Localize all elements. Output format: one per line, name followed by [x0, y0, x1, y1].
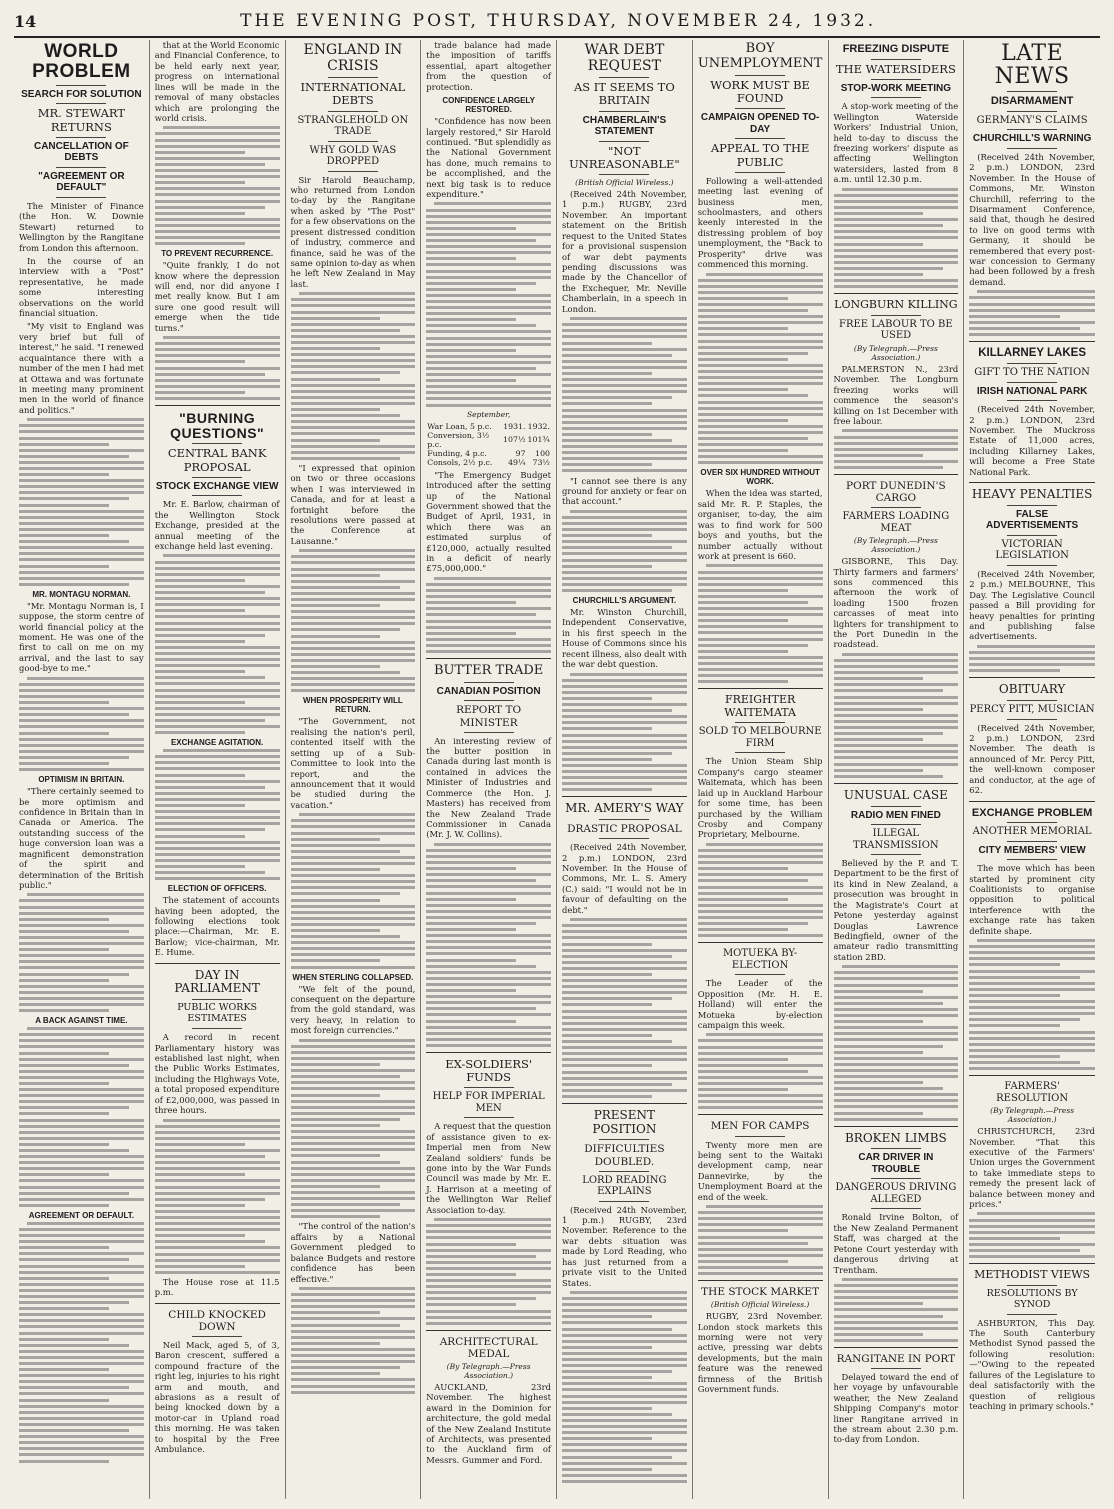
text-lines	[562, 1291, 687, 1483]
paragraph: A record in recent Parliamentary history was established last night, when the Public Works Estimates, including the Highways Vote, a total proposed expenditure of £2,000,000, was passed in three hours.	[154, 1032, 280, 1116]
subheadline: ANOTHER MEMORIAL	[972, 826, 1092, 838]
paragraph: The Minister of Finance (the Hon. W. Downie Stewart) returned to Wellington by the Rangitane from London this afternoon.	[19, 200, 144, 253]
table-row: Consols, 2½ p.c. 49¼ 73½	[427, 457, 550, 467]
text-lines	[426, 1218, 551, 1325]
column-6	[693, 40, 829, 1499]
text-lines	[291, 549, 416, 692]
paragraph: GISBORNE, This Day. Thirty farmers and farmers' sons commenced this afternoon the work of loading 1500 frozen carcasses of meat into lighters for transhipment to the Port Dunedin in the roadstead.	[833, 556, 959, 650]
section-heading: ELECTION OF OFFICERS.	[167, 884, 267, 894]
subheadline: CHURCHILL'S WARNING	[972, 133, 1092, 145]
headline: BROKEN LIMBS	[844, 1130, 947, 1145]
headline: "BURNING QUESTIONS"	[170, 410, 265, 441]
headline: ARCHITECTURAL MEDAL	[439, 1335, 538, 1360]
paragraph: "My visit to England was very brief but full of interest," he said. "I renewed acquaintance there with a number of the men I had met at Ottawa and was fortunate in meeting many prominent men in the world of finance and politics."	[19, 321, 144, 415]
credit-line: (By Telegraph.—Press Association.)	[990, 1106, 1075, 1125]
subheadline: "AGREEMENT OR DEFAULT"	[38, 170, 125, 194]
paragraph: "I expressed that opinion on two or three occasions when I was interviewed in Canada, and for at least a fortnight before the resolutions were passed at the Conference at Lausanne."	[290, 462, 416, 546]
paragraph: (Received 24th November, 2 p.m.) LONDON, 23rd November. In the House of Commons, Mr. Winston Churchill, referring to the Disarmament Conference, said that, though he desired to live on good terms with Germany, it should be remembered that every post-war concession to Germany had been followed by a fresh demand.	[969, 151, 1095, 287]
headline: BOY UNEMPLOYMENT	[697, 41, 823, 71]
article-present-position	[562, 1109, 687, 1483]
headline: METHODIST VIEWS	[974, 1268, 1091, 1282]
paragraph: A request that the question of assistance given to ex-Imperial men from New Zealand soldiers' funds be gone into by the War Funds Council was made by Mr. E. J. Harrison at a meeting of the Wellington War Relief Association to-day.	[426, 1121, 551, 1215]
headline: PRESENT POSITION	[592, 1107, 657, 1136]
text-lines	[291, 292, 416, 460]
subheadline: IRISH NATIONAL PARK	[976, 385, 1088, 397]
paragraph: "The Emergency Budget introduced after the setting up of the National Government showed that the Budget of April, 1931, in which there was an estimated surplus of £120,000, actually resulted in a deficit of nearly £75,000,000."	[426, 469, 551, 574]
paragraph: Mr. Winston Churchill, Independent Conservative, in his first speech in the House of Commons since his recent illness, also dealt with the war debt question.	[562, 607, 687, 670]
section-heading: WHEN PROSPERITY WILL RETURN.	[302, 696, 403, 715]
subheadline: WORK MUST BE FOUND	[710, 77, 810, 106]
paragraph: "Quite frankly, I do not know where the depression will end, nor did anyone I met really know. But I am sure one good result will emerge when the tide turns."	[154, 260, 280, 333]
subheadline: VICTORIAN LEGISLATION	[995, 538, 1069, 562]
paragraph: (Received 24th November, 2 p.m.) LONDON, 23rd November. In the House of Commons, Mr. L. S. Amery (C.) said: "I would not be in favour of defaulting on the debt."	[562, 842, 687, 915]
article-broken-limbs	[834, 1132, 959, 1342]
paragraph: (Received 24th November, 1 p.m.) RUGBY, 23rd November. Reference to the war debts situation was made by Lord Reading, who has just returned from a private visit to the United States.	[562, 1204, 687, 1288]
text-lines	[19, 677, 144, 771]
subheadline: STOP-WORK MEETING	[840, 82, 952, 94]
columns	[14, 40, 1100, 1499]
headline: MOTUEKA BY-ELECTION	[722, 948, 798, 971]
table-row: Funding, 4 p.c. 97 100	[427, 448, 550, 458]
masthead	[14, 6, 1100, 38]
subheadline: RADIO MEN FINED	[850, 809, 941, 821]
article-killarney-lakes	[969, 347, 1095, 477]
paragraph: The statement of accounts having been adopted, the following elections took place:—Chairman, Mr. E. Barlow; vice-chairman, Mr. E. Hume.	[154, 895, 280, 958]
section-heading: CHURCHILL'S ARGUMENT.	[572, 596, 677, 606]
article-rangitane-in-port	[834, 1353, 959, 1445]
section-heading: WHEN STERLING COLLAPSED.	[292, 972, 414, 982]
text-lines	[698, 1205, 823, 1275]
paragraph: "The control of the nation's affairs by a National Government pledged to balance Budgets and restore confidence has been effective."	[290, 1221, 416, 1284]
subheadline: FREE LABOUR TO BE USED	[839, 318, 953, 342]
section-heading: OVER SIX HUNDRED WITHOUT WORK.	[700, 468, 820, 487]
article-burning-questions	[155, 411, 280, 958]
subheadline: CHAMBERLAIN'S STATEMENT	[582, 114, 667, 138]
article-freezing-dispute	[834, 43, 959, 288]
article-methodist-views	[969, 1269, 1095, 1411]
text-lines	[155, 1119, 280, 1274]
subheadline: THE WATERSIDERS	[835, 61, 956, 76]
article-late-news	[969, 42, 1095, 336]
paragraph: Believed by the P. and T. Department to be the first of its kind in New Zealand, a prosecution was brought in the Magistrate's Court at Petone yesterday against Douglas Lawrence Bedingfield, owner of the amateur radio transmitting station 2BD.	[833, 858, 959, 962]
column-5	[557, 40, 693, 1499]
section-heading: AGREEMENT OR DEFAULT.	[28, 1210, 134, 1220]
column-8	[964, 40, 1100, 1499]
subheadline: GIFT TO THE NATION	[974, 367, 1090, 379]
subheadline: LORD READING EXPLAINS	[582, 1174, 667, 1198]
text-lines	[562, 510, 687, 592]
paragraph: Mr. E. Barlow, chairman of the Wellington Stock Exchange, presided at the annual meeting of the exchange held last evening.	[154, 499, 280, 552]
section-heading: CONFIDENCE LARGELY RESTORED.	[442, 96, 535, 115]
subheadline: DIFFICULTIES DOUBLED.	[584, 1143, 665, 1168]
paragraph: AUCKLAND, 23rd November. The highest award in the Dominion for architecture, the gold medal of the New Zealand Institute of Architects, was presented to the Auckland firm of Messrs. Gummer and Ford.	[426, 1381, 551, 1465]
text-lines	[426, 202, 551, 406]
subheadline: REPORT TO MINISTER	[456, 704, 522, 729]
paragraph: "The Government, not realising the nation's peril, contented itself with the setting up of a Sub-Committee to look into the report, and the announcement that it would be studied during the vacation."	[290, 716, 416, 810]
headline: WAR DEBT REQUEST	[584, 42, 665, 75]
subheadline: DANGEROUS DRIVING ALLEGED	[835, 1182, 957, 1205]
article-longburn-killing	[834, 299, 959, 469]
paragraph: Ronald Irvine Bolton, of the New Zealand Permanent Staff, was charged at the Petone Court yesterday with dangerous driving at Trentham.	[833, 1212, 959, 1275]
headline: OBITUARY	[998, 682, 1066, 697]
subheadline: FARMERS LOADING MEAT	[842, 511, 950, 534]
headline: PORT DUNEDIN'S CARGO	[846, 479, 946, 505]
text-lines	[155, 126, 280, 245]
column-4	[421, 40, 557, 1499]
subheadline: HELP FOR IMPERIAL MEN	[432, 1091, 545, 1114]
subheadline: WHY GOLD WAS DROPPED	[309, 144, 397, 168]
subheadline: "NOT UNREASONABLE"	[569, 143, 680, 171]
article-amery	[562, 802, 687, 1098]
article-ex-soldiers-funds	[426, 1058, 551, 1325]
text-lines	[155, 336, 280, 400]
section-heading: OPTIMISM IN BRITAIN.	[38, 775, 125, 785]
headline: FREEZING DISPUTE	[842, 43, 950, 55]
article-england-in-crisis	[291, 42, 416, 1394]
article-boy-unemployment	[698, 42, 823, 683]
headline: KILLARNEY LAKES	[978, 346, 1087, 359]
subheadline: APPEAL TO THE PUBLIC	[710, 141, 810, 169]
paragraph: Twenty more men are being sent to the Waitaki development camp, near Dannevirke, by the Unemployment Board at the end of the week.	[697, 1139, 823, 1202]
stock-table	[426, 422, 551, 467]
text-lines	[562, 317, 687, 472]
text-lines	[19, 1222, 144, 1463]
headline: THE STOCK MARKET	[701, 1286, 820, 1299]
credit-line: (British Official Wireless.)	[575, 178, 674, 188]
subheadline: FALSE ADVERTISEMENTS	[986, 508, 1079, 532]
subheadline: CANCELLATION OF DEBTS	[33, 140, 129, 164]
column-1	[14, 40, 150, 1499]
article-architectural-medal	[426, 1336, 551, 1466]
headline: BUTTER TRADE	[433, 663, 544, 679]
headline: CHILD KNOCKED DOWN	[168, 1308, 266, 1333]
subheadline: CAR DRIVER IN TROUBLE	[858, 1152, 934, 1175]
paragraph: PALMERSTON N., 23rd November. The Longburn freezing works will commence the season's killing on 1st December with free labour.	[833, 363, 959, 426]
subheadline: CAMPAIGN OPENED TO-DAY	[700, 112, 820, 135]
subheadline: DISARMAMENT	[990, 95, 1074, 108]
article-freighter-waitemata	[698, 694, 823, 937]
credit-line: (By Telegraph.—Press Association.)	[853, 343, 938, 362]
subheadline: ILLEGAL TRANSMISSION	[853, 828, 939, 851]
subheadline: INTERNATIONAL DEBTS	[300, 80, 406, 108]
subheadline: AS IT SEEMS TO BRITAIN	[573, 80, 675, 108]
text-lines	[19, 893, 144, 1012]
paragraph: Delayed toward the end of her voyage by unfavourable weather, the New Zealand Shipping Company's motor liner Rangitane arrived in the stream about 2.30 p.m. to-day from London.	[833, 1371, 959, 1445]
article-heavy-penalties	[969, 488, 1095, 672]
article-england-cont	[426, 40, 551, 653]
text-lines	[834, 965, 959, 1120]
text-lines	[969, 645, 1095, 672]
section-heading: EXCHANGE AGITATION.	[170, 738, 264, 748]
subheadline: SOLD TO MELBOURNE FIRM	[698, 726, 822, 749]
text-lines	[698, 1033, 823, 1109]
paragraph: In the course of an interview with a "Post" representative, he made some interesting observations on the world financial situation.	[19, 255, 144, 319]
paragraph: "Confidence has now been largely restored," Sir Harold continued. "But splendidly as the National Government has done, much remains to be accomplished, and the next big task is to reduce expenditure."	[426, 116, 551, 200]
article-butter-trade	[426, 664, 551, 1047]
article-stock-market	[698, 1286, 823, 1394]
text-lines	[834, 429, 959, 469]
article-men-for-camps	[698, 1120, 823, 1275]
text-lines	[291, 813, 416, 968]
subheadline: CENTRAL BANK PROPOSAL	[167, 446, 267, 474]
article-motueka	[698, 948, 823, 1109]
section-heading: MR. MONTAGU NORMAN.	[32, 589, 131, 599]
paragraph: "Mr. Montagu Norman is, I suppose, the storm centre of world financial policy at the moment. He was one of the first to call on me on my arrival, and the last to say good-bye to me."	[19, 600, 144, 674]
subheadline: GERMANY'S CLAIMS	[976, 114, 1088, 126]
text-lines	[698, 843, 823, 937]
headline: DAY IN PARLIAMENT	[174, 967, 260, 996]
subheadline: PUBLIC WORKS ESTIMATES	[177, 1002, 258, 1025]
column-7	[829, 40, 965, 1499]
headline: MR. AMERY'S WAY	[565, 801, 684, 816]
text-lines	[698, 564, 823, 683]
headline: EX-SOLDIERS' FUNDS	[445, 1056, 533, 1085]
subheadline: PERCY PITT, MUSICIAN	[969, 704, 1095, 716]
paragraph: (Received 24th November, 2 p.m.) MELBOURNE, This Day. The Legislative Council passed a Bill providing for heavy penalties for printing and publishing false advertisements.	[969, 568, 1095, 642]
table-heading: September,	[466, 409, 511, 419]
paragraph: (Received 24th November, 2 p.m.) LONDON, 23rd November. The Muckross Estate of 11,000 acres, including Killarney Lakes, will become a Free State National Park.	[969, 404, 1095, 477]
table-row: War Loan, 5 p.c. 1931. 1932.	[427, 421, 550, 431]
article-port-dunedin	[834, 480, 959, 778]
text-lines	[426, 577, 551, 653]
headline: LONGBURN KILLING	[834, 298, 958, 312]
headline: WORLD PROBLEM	[32, 41, 131, 82]
text-lines	[969, 1212, 1095, 1258]
paragraph: "There certainly seemed to be more optimism and confidence in Britain than in Canada or America. The outstanding success of the huge conversion loan was a magnificent demonstration of the spirit and determination of the British public."	[19, 786, 144, 890]
headline: HEAVY PENALTIES	[971, 487, 1093, 502]
newspaper-title: THE EVENING POST, THURSDAY, NOVEMBER 24, 1932.	[240, 11, 877, 31]
paragraph: that at the World Economic and Financial Conference, to be held early next year, progress on international lines will be made in the removal of many obstacles which are prolonging the world crisis.	[154, 40, 280, 123]
headline: MEN FOR CAMPS	[710, 1120, 810, 1133]
subheadline: MR. STEWART RETURNS	[37, 106, 126, 134]
article-day-in-parliament	[155, 969, 280, 1298]
text-lines	[19, 1027, 144, 1207]
text-lines	[698, 273, 823, 465]
paragraph: (Received 24th November, 1 p.m.) RUGBY, 23rd November. An important statement on the British request to the United States for a provisional suspension of war debt payments pending discussions was made by the Chancellor of the Exchequer, Mr. Neville Chamberlain, in a speech in London.	[562, 189, 687, 314]
column-2	[150, 40, 286, 1499]
headline: LATE NEWS	[994, 41, 1070, 90]
paragraph: Following a well-attended meeting last evening of business men, schoolmasters, and others keenly interested in the distressing problem of boy unemployment, the "Back to Prosperity" drive was commenced this morning.	[697, 175, 823, 270]
credit-line: (British Official Wireless.)	[710, 1300, 810, 1310]
paragraph: The Leader of the Opposition (Mr. H. E. Holland) will enter the Motueka by-election campaign this week.	[697, 978, 823, 1030]
paragraph: When the idea was started, said Mr. R. P. Staples, the organiser, to-day, the aim was to find work for 500 boys and youths, but the number actually without work at present is 660.	[697, 488, 823, 561]
subheadline: DRASTIC PROPOSAL	[567, 823, 682, 836]
paragraph: RUGBY, 23rd November. London stock markets this morning were not very active, pressing war debts developments, but the main feature was the renewed firmness of the British Government funds.	[697, 1311, 823, 1395]
article-world-problem	[19, 42, 144, 1463]
credit-line: (By Telegraph.—Press Association.)	[446, 1361, 531, 1380]
paragraph: The House rose at 11.5 p.m.	[154, 1276, 280, 1298]
article-unusual-case	[834, 789, 959, 1121]
subheadline: SEARCH FOR SOLUTION	[21, 88, 142, 100]
paragraph: The move which has been started by prominent city Coalitionists to organise opposition to political interference with the exchange rate has taken definite shape.	[969, 863, 1095, 936]
text-lines	[969, 939, 1095, 1070]
paragraph: CHRISTCHURCH, 23rd November. "That this executive of the Farmers' Union urges the Government to take immediate steps to remedy the present lack of balance between money and prices."	[969, 1126, 1095, 1210]
section-heading: TO PREVENT RECURRENCE.	[161, 249, 274, 259]
section-heading: A BACK AGAINST TIME.	[35, 1016, 128, 1026]
paragraph: An interesting review of the butter position in Canada during last month is contained in advices the Minister of Industries and Commerce (the Hon. J. Masters) has received from the New Zealand Trade Commissioner in Canada (Mr. J. W. Collins).	[426, 735, 551, 840]
text-lines	[969, 290, 1095, 336]
article-child-knocked-down	[155, 1309, 280, 1455]
paragraph: (Received 24th November, 2 p.m.) LONDON, 23rd November. The death is announced of Mr. Percy Pitt, the well-known composer and conductor, at the age of 62.	[969, 722, 1095, 796]
table-row: Conversion, 3½ p.c. 107½ 101¾	[427, 430, 550, 449]
article-farmers-resolution	[969, 1081, 1095, 1258]
text-lines	[155, 554, 280, 734]
article-war-debt-request	[562, 42, 687, 791]
paragraph: trade balance had made the imposition of tariffs essential, apart altogether from the question of protection.	[426, 40, 551, 92]
text-lines	[291, 1039, 416, 1219]
paragraph: Neil Mack, aged 5, of 3, Baron crescent, suffered a compound fracture of the right leg, injuries to his right arm and mouth, and abrasions as a result of being knocked down by a motor-car in Upland road this morning. He was taken to hospital by the Free Ambulance.	[154, 1339, 280, 1455]
subheadline: STOCK EXCHANGE VIEW	[155, 480, 279, 492]
subheadline: CITY MEMBERS' VIEW	[978, 844, 1086, 856]
text-lines	[155, 749, 280, 880]
text-lines	[834, 1278, 959, 1342]
headline: FARMERS' RESOLUTION	[996, 1081, 1069, 1104]
paragraph: "We felt of the pound, consequent on the departure from the gold standard, was very heavy, in relation to most foreign currencies."	[290, 983, 416, 1036]
article-obituary	[969, 683, 1095, 795]
paragraph: Sir Harold Beauchamp, who returned from London to-day by the Rangitane when asked by "The Post" for a few observations on the present distressed condition of industry, commerce and finance, said he was of the same opinion to-day as when he left New Zealand in May last.	[290, 174, 416, 289]
text-lines	[562, 673, 687, 792]
headline: EXCHANGE PROBLEM	[971, 806, 1093, 819]
text-lines	[834, 653, 959, 778]
subheadline: CANADIAN POSITION	[436, 685, 541, 697]
headline: ENGLAND IN CRISIS	[303, 42, 403, 75]
text-lines	[834, 188, 959, 289]
headline: FREIGHTER WAITEMATA	[724, 693, 796, 719]
paragraph: The Union Steam Ship Company's cargo steamer Waitemata, which has been laid up in Auckland Harbour for some time, has been purchased by the William Crosby and Company Proprietary, Melbourne.	[697, 756, 823, 840]
paragraph: "I cannot see there is any ground for anxiety or fear on that account."	[562, 475, 687, 507]
text-lines	[426, 843, 551, 1047]
paragraph: A stop-work meeting of the Wellington Waterside Workers' Industrial Union, held to-day to discuss the freezing workers' dispute as affecting Wellington watersiders, lasted from 8 a.m. until 12.30 p.m.	[833, 101, 959, 185]
subheadline: RESOLUTIONS BY SYNOD	[986, 1287, 1078, 1310]
article-exchange-problem	[969, 807, 1095, 1071]
text-lines	[562, 918, 687, 1098]
headline: RANGITANE IN PORT	[836, 1352, 956, 1365]
paragraph: ASHBURTON, This Day. The South Canterbury Methodist Synod passed the following resolution:—"Owing to the repeated failures of the Legislature to deal satisfactorily with the question of religious teaching in primary schools."	[969, 1317, 1095, 1411]
text-lines	[19, 418, 144, 586]
column-3	[286, 40, 422, 1499]
headline: UNUSUAL CASE	[843, 787, 948, 802]
page-number: 14	[14, 11, 37, 31]
article-world-problem-cont	[155, 40, 280, 400]
subheadline: STRANGLEHOLD ON TRADE	[297, 114, 409, 138]
credit-line: (By Telegraph.—Press Association.)	[853, 536, 938, 555]
text-lines	[291, 1287, 416, 1394]
